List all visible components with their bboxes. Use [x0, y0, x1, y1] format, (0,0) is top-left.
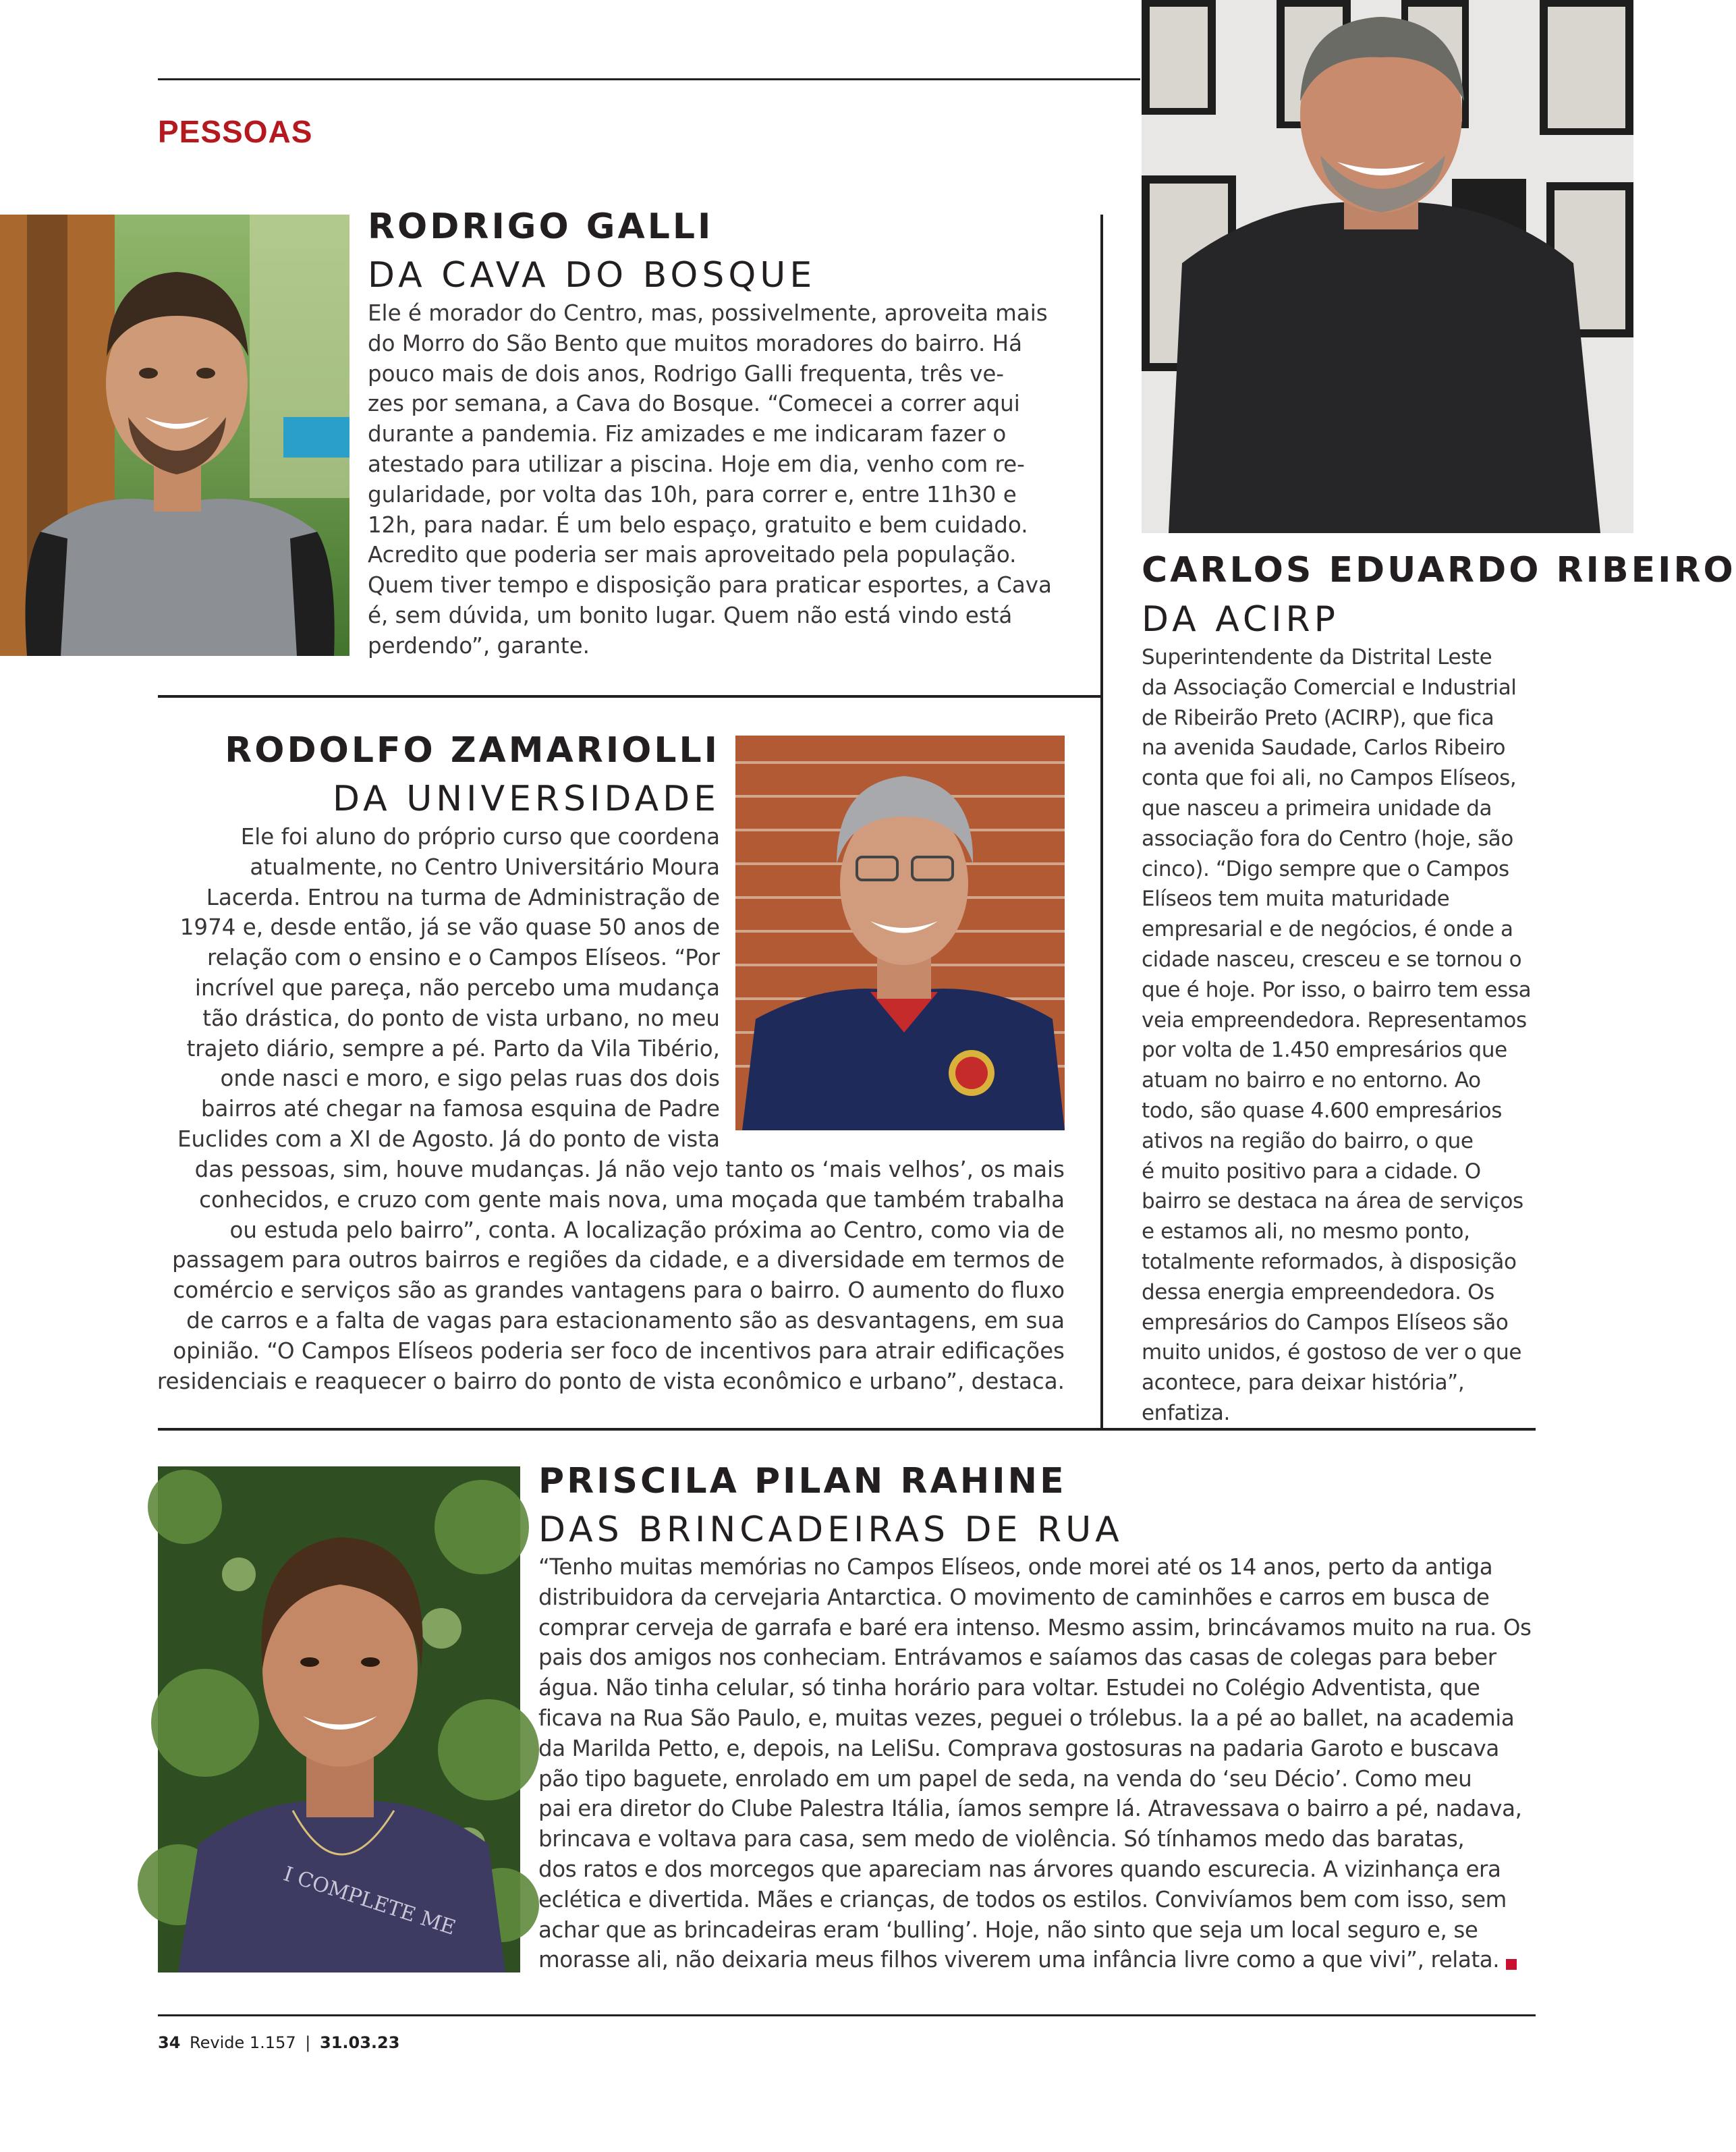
ribeiro-text: Superintendente da Distrital Leste da Associação Comercial e Industrial de Ribeirão Preto (ACIRP), que fica na avenida Saudade, Carlos Ribeiro conta que foi ali, no Campos Elíseos, que nasceu a primeira unidade da associação fora do Centro (hoje, são cinco). “Digo sempre que o Campos Elíseos tem muita maturidade empresarial e de negócios, é onde a cidade nasceu, cresceu e se tornou o que é hoje. Por isso, o bairro tem essa veia empreendedora. Representamos por volta de 1.450 empresários que atuam no bairro e no entorno. Ao todo, são quase 4.600 empresários ativos na região do bairro, o que é muito positivo para a cidade. O bairro se destaca na área de serviços e estamos ali, no mesmo ponto, totalmente reformados, à disposição dessa energia empreendedora. Os empresários do Campos Elíseos são muito unidos, é gostoso de ver o que acontece, para deixar história”, enfatiza.	[1142, 645, 1532, 1425]
galli-subtitle: DA CAVA DO BOSQUE	[368, 255, 816, 296]
shirt-print: I COMPLETE ME	[280, 1862, 459, 1940]
galli-photo	[0, 215, 349, 656]
section-label: PESSOAS	[158, 114, 313, 149]
ribeiro-portrait-image	[1142, 0, 1633, 533]
footer-separator: |	[305, 2033, 311, 2052]
top-rule	[158, 78, 1140, 80]
ribeiro-name: CARLOS EDUARDO RIBEIRO	[1142, 550, 1736, 590]
galli-name: RODRIGO GALLI	[368, 206, 714, 247]
zamariolli-subtitle: DA UNIVERSIDADE	[332, 779, 720, 819]
footer-rule	[158, 2014, 1536, 2016]
rahine-subtitle: DAS BRINCADEIRAS DE RUA	[538, 1510, 1123, 1550]
ribeiro-photo	[1142, 0, 1633, 533]
issue-date: 31.03.23	[320, 2033, 400, 2052]
zamariolli-text-top: Ele foi aluno do próprio curso que coordena atualmente, no Centro Universitário Moura Lacerda. Entrou na turma de Administração de 1974 e, desde então, já se vão quase 50 anos de relação com o ensino e o Campos Elíseos. “Por incrível que pareça, não percebo uma mudança tão drástica, do ponto de vista urbano, no meu trajeto diário, sempre a pé. Parto da Vila Tibério, onde nasci e moro, e sigo pelas ruas dos dois bairros até chegar na famosa esquina de Padre Euclides com a XI de Agosto. Já do ponto de vista	[177, 824, 720, 1152]
rahine-portrait-image	[158, 1466, 520, 1972]
column-divider	[1100, 215, 1103, 1429]
ribeiro-subtitle: DA ACIRP	[1142, 599, 1340, 640]
galli-portrait-image	[0, 215, 349, 656]
rahine-name: PRISCILA PILAN RAHINE	[538, 1461, 1067, 1501]
magazine-issue: Revide 1.157	[190, 2033, 296, 2052]
galli-text: Ele é morador do Centro, mas, possivelmente, aproveita mais do Morro do São Bento que muitos moradores do bairro. Há pouco mais de dois anos, Rodrigo Galli frequenta, três ve- zes por semana, a Cava do Bosque. “Comecei a correr aqui durante a pandemia. Fiz amizades e me indicaram fazer o atestado para utilizar a piscina. Hoje em dia, venho com re- gularidade, por volta das 10h, para correr e, entre 11h30 e 12h, para nadar. É um belo espaço, gratuito e bem cuidado. Acredito que poderia ser mais aproveitado pela população. Quem tiver tempo e disposição para praticar esportes, a Cava é, sem dúvida, um bonito lugar. Quem não está vindo está perdendo”, garante.	[368, 300, 1052, 659]
zamariolli-portrait-image	[735, 736, 1065, 1130]
rahine-text-block	[538, 1552, 1537, 1975]
page-number: 34	[158, 2033, 181, 2052]
rahine-photo	[158, 1466, 520, 1972]
zamariolli-name: RODOLFO ZAMARIOLLI	[225, 730, 720, 771]
zamariolli-text-bottom: das pessoas, sim, houve mudanças. Já não vejo tanto os ‘mais velhos’, os mais conhecidos, e cruzo com gente mais nova, uma moçada que também trabalha ou estuda pelo bairro”, conta. A localização próxima ao Centro, como via de passagem para outros bairros e regiões da cidade, e a diversidade em termos de comércio e serviços são as grandes vantagens para o bairro. O aumento do fluxo de carros e a falta de vagas para estacionamento são as desvantagens, em sua opinião. “O Campos Elíseos poderia ser foco de incentivos para atrair edificações residenciais e reaquecer o bairro do ponto de vista econômico e urbano”, destaca.	[157, 1157, 1065, 1394]
zamariolli-photo	[735, 736, 1065, 1130]
end-mark-icon	[1506, 1959, 1517, 1970]
galli-bottom-rule	[158, 695, 1100, 698]
rahine-text: “Tenho muitas memórias no Campos Elíseos, onde morei até os 14 anos, perto da antiga distribuidora da cervejaria Antarctica. O movimento de caminhões e carros em busca de comprar cerveja de garrafa e baré era intenso. Mesmo assim, brincávamos muito na rua. Os pais dos amigos nos conheciam. Entrávamos e saíamos das casas de colegas para beber água. Não tinha celular, só tinha horário para voltar. Estudei no Colégio Adventista, que ficava na Rua São Paulo, e, muitas vezes, peguei o trólebus. Ia a pé ao ballet, na academia da Marilda Petto, e, depois, na LeliSu. Comprava gostosuras na padaria Garoto e buscava pão tipo baguete, enrolado em um papel de seda, na venda do ‘seu Décio’. Como meu pai era diretor do Clube Palestra Itália, íamos sempre lá. Atravessava o bairro a pé, nadava, brincava e voltava para casa, sem medo de violência. Só tínhamos medo das baratas, dos ratos e dos morcegos que apareciam nas árvores quando escurecia. A vizinhança era eclética e divertida. Mães e crianças, de todos os estilos. Convivíamos bem com isso, sem achar que as brincadeiras eram ‘bulling’. Hoje, não sinto que seja um local seguro e, se morasse ali, não deixaria meus filhos viverem uma infância livre como a que vivi”, relata.	[538, 1554, 1532, 1973]
footer	[158, 2033, 399, 2052]
